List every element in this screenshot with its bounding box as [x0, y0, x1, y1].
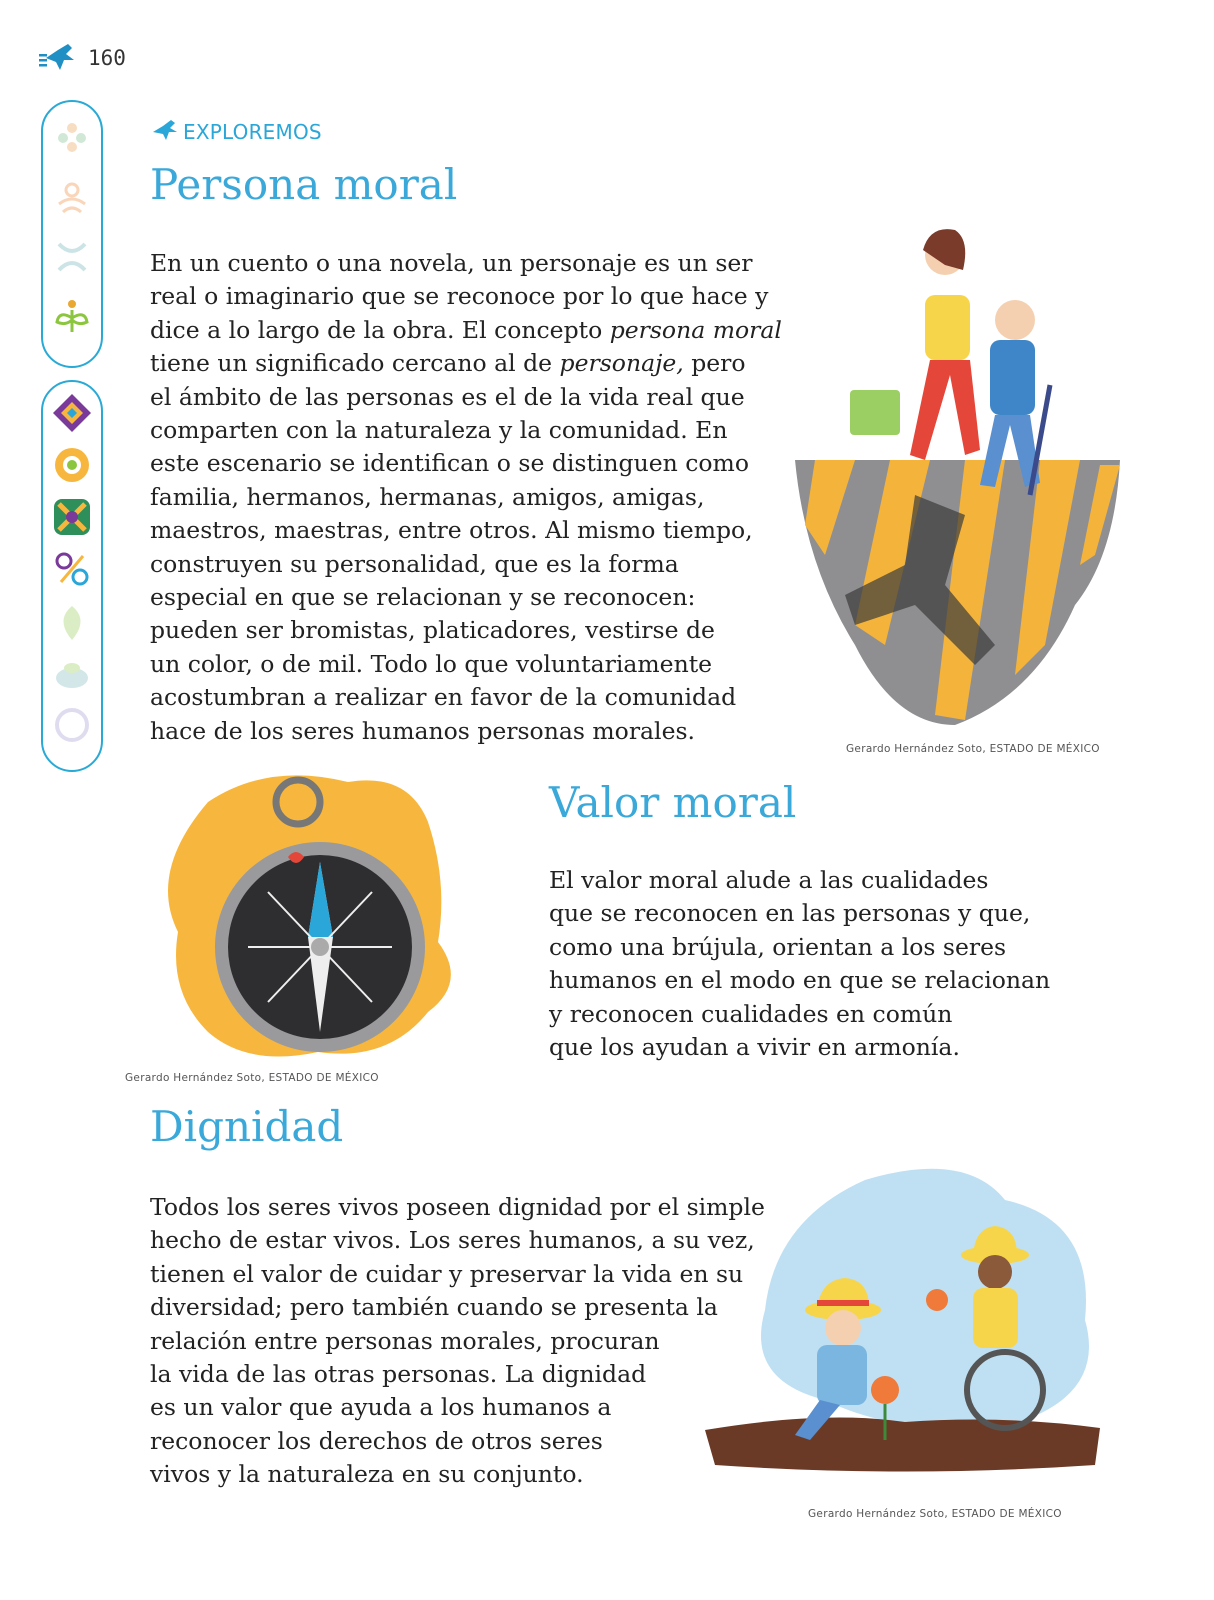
text-fragment: dice a lo largo de la obra. El concepto: [150, 315, 610, 344]
section-title-dignidad: Dignidad: [150, 1102, 344, 1151]
text-line: que los ayudan a vivir en armonía.: [549, 1033, 960, 1062]
people-icon: [51, 236, 93, 278]
text-line: el ámbito de las personas es el de la vida real que: [150, 382, 745, 411]
text-line: El valor moral alude a las cualidades: [549, 866, 989, 894]
text-line: especial en que se relacionan y se reconocen:: [150, 583, 696, 612]
percent-icon: [51, 548, 93, 590]
sidebar-rail-bottom: [41, 380, 103, 772]
text-line: pueden ser bromistas, platicadores, vestirse de: [150, 616, 715, 645]
text-line: comparten con la naturaleza y la comunidad. En: [150, 416, 728, 445]
spiral-icon: [51, 444, 93, 486]
text-line: hace de los seres humanos personas morales.: [150, 716, 696, 745]
text-line: [150, 347, 782, 380]
circle-icon: [51, 704, 93, 746]
text-line: y reconocen cualidades en común: [549, 999, 953, 1028]
sun-figure-icon: [51, 176, 93, 218]
text-line: hecho de estar vivos. Los seres humanos, a su vez,: [150, 1226, 755, 1255]
text-line: la vida de las otras personas. La dignidad: [150, 1360, 647, 1389]
diamond-icon: [51, 392, 93, 434]
turtle-icon: [51, 654, 93, 696]
paragraph-dignidad: [150, 1191, 765, 1492]
text-line: Todos los seres vivos poseen dignidad por el simple: [150, 1193, 765, 1221]
image-credit: Gerardo Hernández Soto, ESTADO DE MÉXICO: [125, 1072, 379, 1084]
plant-icon: [51, 296, 93, 338]
paragraph-persona-moral: [150, 247, 782, 748]
text-line: familia, hermanos, hermanas, amigos, amigas,: [150, 482, 705, 511]
text-line: este escenario se identifican o se distinguen como: [150, 449, 749, 478]
sidebar-rail-top: [41, 100, 103, 368]
text-line: En un cuento o una novela, un personaje es un ser: [150, 249, 753, 277]
compass-illustration: [148, 762, 478, 1072]
text-line: diversidad; pero también cuando se presenta la: [150, 1293, 718, 1322]
text-line: humanos en el modo en que se relacionan: [549, 966, 1051, 995]
emphasis: persona moral: [609, 315, 782, 344]
text-line: vivos y la naturaleza en su conjunto.: [150, 1460, 584, 1489]
leaf-icon: [51, 602, 93, 644]
text-line: acostumbran a realizar en favor de la comunidad: [150, 683, 737, 712]
text-line: [150, 314, 782, 347]
text-line: maestros, maestras, entre otros. Al mismo tiempo,: [150, 516, 753, 545]
text-line: relación entre personas morales, procuran: [150, 1326, 660, 1355]
text-fragment: tiene un significado cercano al de: [150, 349, 560, 378]
section-title-valor-moral: Valor moral: [549, 778, 797, 827]
section-tag: EXPLOREMOS: [183, 120, 322, 144]
emphasis: personaje,: [559, 349, 684, 378]
text-line: construyen su personalidad, que es la forma: [150, 549, 679, 578]
bird-logo-icon: [38, 40, 80, 76]
text-line: real o imaginario que se reconoce por lo que hace y: [150, 282, 769, 311]
section-title-persona-moral: Persona moral: [150, 160, 458, 209]
text-line: como una brújula, orientan a los seres: [549, 932, 1007, 961]
image-credit: Gerardo Hernández Soto, ESTADO DE MÉXICO: [846, 743, 1100, 755]
text-line: que se reconocen en las personas y que,: [549, 899, 1031, 928]
crosswalk-illustration: [795, 225, 1125, 730]
section-tag-icon: [149, 118, 181, 142]
cross-square-icon: [51, 496, 93, 538]
text-line: reconocer los derechos de otros seres: [150, 1426, 603, 1455]
flower-icon: [51, 116, 93, 158]
text-line: tienen el valor de cuidar y preservar la vida en su: [150, 1259, 744, 1288]
paragraph-valor-moral: [549, 864, 1050, 1064]
text-line: es un valor que ayuda a los humanos a: [150, 1393, 612, 1422]
garden-illustration: [705, 1160, 1105, 1490]
image-credit: Gerardo Hernández Soto, ESTADO DE MÉXICO: [808, 1508, 1062, 1520]
text-line: un color, o de mil. Todo lo que voluntariamente: [150, 649, 713, 678]
page-number: 160: [88, 46, 126, 70]
text-fragment: pero: [683, 349, 746, 378]
